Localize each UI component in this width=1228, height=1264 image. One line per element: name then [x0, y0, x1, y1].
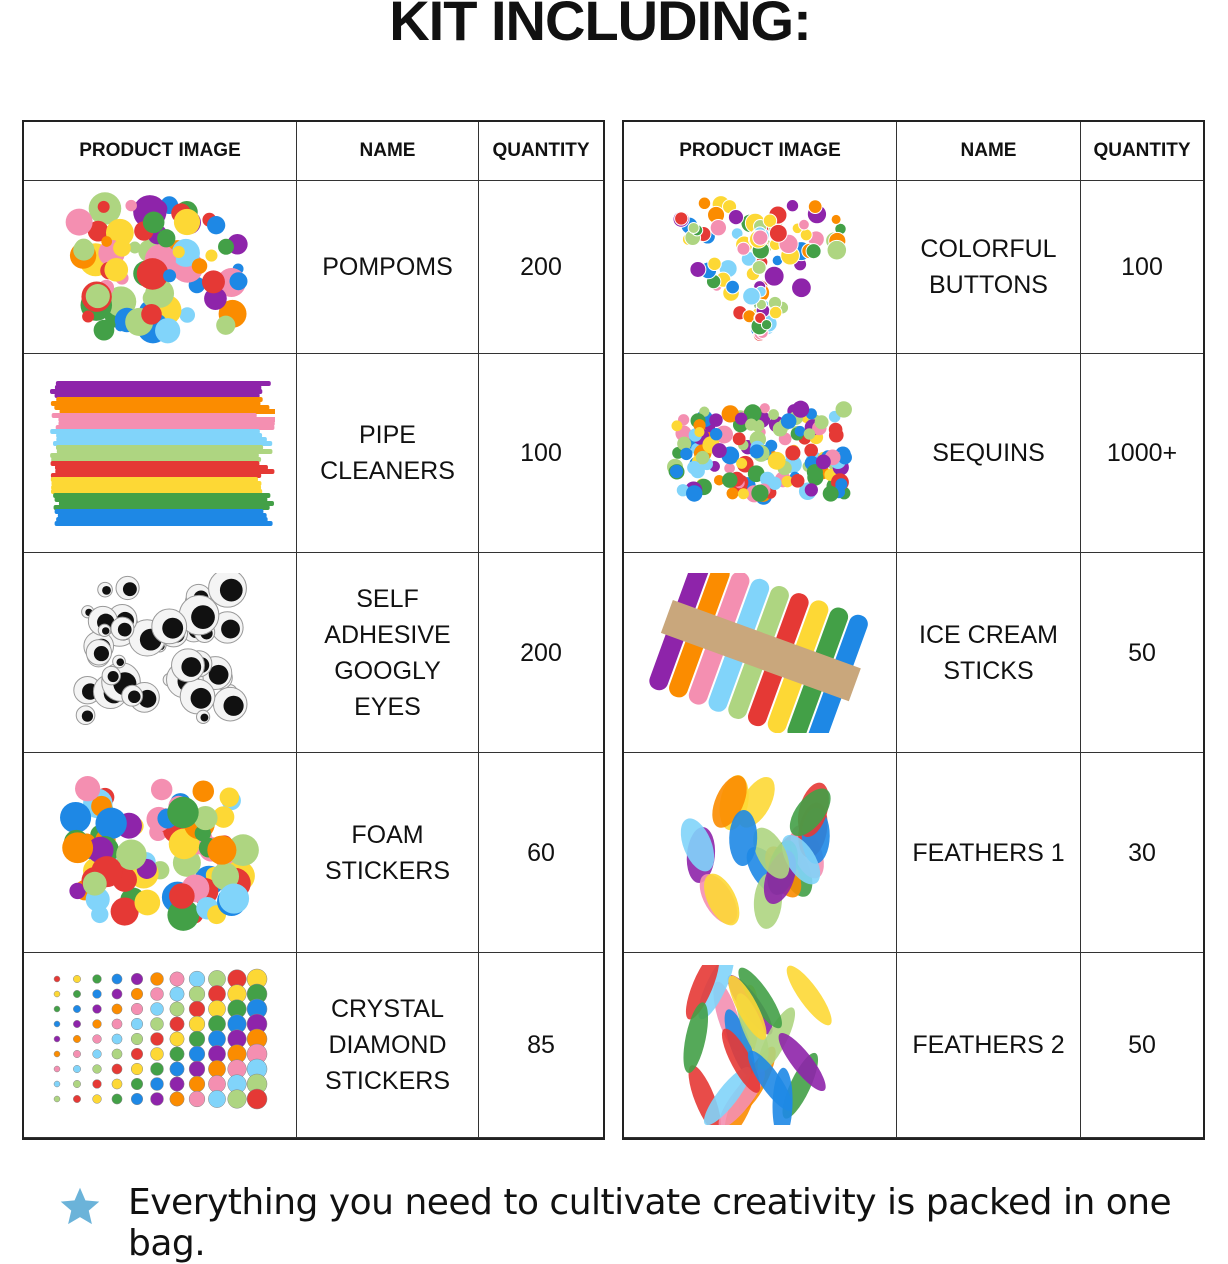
buttons-shape — [728, 210, 743, 225]
product-name: SEQUINS — [897, 354, 1081, 553]
sequins-shape — [785, 445, 800, 460]
pompoms-shape — [174, 209, 200, 235]
googly-eyes-shape — [82, 710, 93, 721]
crystal-stickers-shape — [170, 1002, 184, 1016]
googly-eyes-shape — [108, 671, 119, 682]
crystal-stickers-shape — [54, 1021, 60, 1027]
pipe-cleaners-shape — [55, 521, 273, 526]
sequins-shape — [680, 448, 692, 460]
crystal-stickers-shape — [170, 1062, 184, 1076]
pompoms-shape — [113, 239, 131, 257]
crystal-stickers-shape — [73, 1080, 80, 1087]
googly-eyes-shape — [224, 695, 244, 715]
crystal-stickers-shape — [208, 970, 225, 987]
feathers-image — [645, 773, 875, 933]
crystal-stickers-shape — [73, 1035, 80, 1042]
googly-eyes-shape — [221, 619, 240, 638]
sequins-shape — [694, 427, 704, 437]
pompoms-shape — [143, 212, 165, 234]
crystal-stickers-shape — [131, 1078, 143, 1090]
product-image-cell — [624, 953, 897, 1138]
foam-stickers-shape — [193, 780, 215, 802]
sequins-shape — [738, 488, 749, 499]
ice-cream-sticks-shape — [645, 573, 875, 733]
sequins-shape — [795, 426, 806, 437]
sequins-shape — [815, 415, 829, 429]
crystal-stickers-shape — [151, 1048, 164, 1061]
googly-eyes-shape — [181, 657, 201, 677]
crystal-stickers-shape — [208, 1000, 225, 1017]
crystal-stickers-shape — [189, 1076, 205, 1092]
buttons-shape — [690, 261, 706, 277]
pompoms-shape — [157, 229, 175, 247]
pompoms-shape — [141, 304, 162, 325]
crystal-stickers-shape — [151, 1018, 164, 1031]
product-quantity: 60 — [479, 753, 603, 953]
crystal-stickers-shape — [112, 1079, 122, 1089]
crystal-stickers-shape — [73, 1020, 80, 1027]
buttons-shape — [786, 200, 798, 212]
sequins-shape — [792, 401, 809, 418]
sequins-shape — [736, 458, 747, 469]
pompoms-shape — [86, 284, 110, 308]
buttons-shape — [708, 257, 721, 270]
crystal-stickers-shape — [93, 1020, 102, 1029]
crystal-stickers-shape — [208, 1015, 225, 1032]
crystal-stickers-shape — [170, 1017, 184, 1031]
pompoms-shape — [207, 216, 225, 234]
sequins-shape — [724, 463, 735, 474]
crystal-stickers-shape — [208, 985, 225, 1002]
foam-stickers-shape — [169, 883, 195, 909]
product-image-cell — [24, 553, 297, 753]
crystal-stickers-shape — [189, 1061, 205, 1077]
crystal-stickers-shape — [131, 1063, 143, 1075]
buttons-shape — [761, 320, 771, 330]
sequins-shape — [709, 413, 723, 427]
googly-eyes-image — [45, 573, 275, 733]
product-quantity: 50 — [1081, 953, 1203, 1138]
pompoms-shape — [229, 272, 247, 290]
sequins-shape — [745, 419, 757, 431]
crystal-stickers-shape — [54, 1036, 60, 1042]
buttons-shape — [800, 229, 812, 241]
product-image-cell — [24, 753, 297, 953]
crystal-stickers-shape — [73, 1050, 80, 1057]
crystal-stickers-shape — [93, 1035, 102, 1044]
sequins-shape — [768, 409, 779, 420]
buttons-image — [645, 187, 875, 347]
crystal-stickers-shape — [73, 975, 80, 982]
crystal-stickers-shape — [189, 986, 205, 1002]
sequins-shape — [816, 454, 831, 469]
buttons-shape — [675, 212, 688, 225]
foam-stickers-shape — [95, 807, 126, 838]
pompoms-shape — [125, 200, 136, 211]
crystal-stickers-shape — [73, 1065, 80, 1072]
crystal-stickers-shape — [208, 1090, 225, 1107]
crystal-stickers-shape — [170, 1047, 184, 1061]
crystal-stickers-shape — [131, 1048, 143, 1060]
crystal-stickers-shape — [189, 1031, 205, 1047]
crystal-stickers-shape — [170, 987, 184, 1001]
foam-stickers-shape — [62, 832, 93, 863]
sequins-shape — [727, 487, 739, 499]
crystal-stickers-shape — [112, 974, 122, 984]
product-image-cell — [624, 181, 897, 354]
crystal-stickers-shape — [54, 1096, 60, 1102]
header-name: NAME — [297, 122, 479, 181]
foam-stickers-shape — [167, 796, 198, 827]
product-image-cell — [24, 354, 297, 553]
buttons-shape — [752, 260, 766, 274]
pompoms-shape — [155, 318, 180, 343]
sequins-image — [645, 373, 875, 533]
buttons-shape — [710, 219, 726, 235]
buttons-shape — [698, 197, 710, 209]
crystal-stickers-shape — [131, 1003, 143, 1015]
googly-eyes-shape — [162, 617, 183, 638]
crystal-stickers-shape — [93, 990, 102, 999]
sequins-shape — [829, 428, 844, 443]
foam-stickers-shape — [83, 871, 107, 895]
product-name: SELF ADHESIVE GOOGLY EYES — [297, 553, 479, 753]
googly-eyes-shape — [191, 605, 215, 629]
crystal-stickers-shape — [170, 1092, 184, 1106]
googly-eyes-shape — [94, 646, 109, 661]
crystal-stickers-shape — [247, 1089, 267, 1109]
crystal-stickers-shape — [112, 1094, 122, 1104]
crystal-stickers-shape — [151, 1003, 164, 1016]
sequins-shape — [671, 420, 682, 431]
sequins-shape — [804, 444, 818, 458]
crystal-stickers-shape — [93, 1005, 102, 1014]
crystal-stickers-shape — [208, 1060, 225, 1077]
pompoms-shape — [216, 316, 235, 335]
star-icon — [58, 1186, 102, 1228]
crystal-stickers-shape — [54, 1006, 60, 1012]
foam-stickers-shape — [75, 776, 100, 801]
googly-eyes-shape — [118, 622, 132, 636]
sequins-shape — [686, 485, 702, 501]
header-quantity: QUANTITY — [479, 122, 603, 181]
crystal-stickers-shape — [189, 971, 205, 987]
crystal-stickers-shape — [54, 1081, 60, 1087]
buttons-shape — [737, 242, 750, 255]
crystal-stickers-shape — [170, 1032, 184, 1046]
crystal-stickers-shape — [73, 990, 80, 997]
page-title: KIT INCLUDING: — [389, 0, 811, 52]
product-name: FEATHERS 2 — [897, 953, 1081, 1138]
crystal-stickers-shape — [93, 975, 102, 984]
crystal-stickers-shape — [112, 1019, 122, 1029]
product-image-cell — [24, 181, 297, 354]
sequins-shape — [804, 428, 815, 439]
googly-eyes-shape — [102, 627, 109, 634]
crystal-stickers-shape — [73, 1095, 80, 1102]
product-name: ICE CREAM STICKS — [897, 553, 1081, 753]
crystal-stickers-shape — [189, 1001, 205, 1017]
buttons-shape — [726, 280, 740, 294]
foam-stickers-shape — [220, 787, 240, 807]
sequins-shape — [712, 443, 727, 458]
crystal-stickers-shape — [151, 1093, 164, 1106]
crystal-stickers-shape — [93, 1050, 102, 1059]
crystal-stickers-shape — [54, 1051, 60, 1057]
pompoms-shape — [66, 209, 93, 236]
crystal-stickers-shape — [131, 973, 143, 985]
crystal-stickers-shape — [93, 1095, 102, 1104]
pompoms-shape — [173, 246, 185, 258]
product-quantity: 200 — [479, 181, 603, 354]
crystal-stickers-shape — [112, 1034, 122, 1044]
pompoms-shape — [104, 258, 128, 282]
crystal-stickers-shape — [151, 973, 164, 986]
product-name: FOAM STICKERS — [297, 753, 479, 953]
product-quantity: 100 — [479, 354, 603, 553]
pipe-cleaners-image — [45, 373, 275, 533]
sequins-shape — [687, 461, 701, 475]
feathers-fluffy-image — [645, 965, 875, 1125]
pompoms-shape — [75, 239, 93, 257]
pompoms-shape — [179, 307, 195, 323]
sequins-shape — [722, 472, 738, 488]
header-name: NAME — [897, 122, 1081, 181]
crystal-stickers-shape — [131, 1033, 143, 1045]
googly-eyes-shape — [123, 582, 137, 596]
sequins-shape — [836, 401, 852, 417]
product-quantity: 50 — [1081, 553, 1203, 753]
googly-eyes-shape — [116, 658, 124, 666]
sequins-shape — [791, 474, 805, 488]
buttons-shape — [743, 287, 761, 305]
crystal-stickers-shape — [131, 988, 143, 1000]
buttons-shape — [831, 214, 841, 224]
pompoms-shape — [205, 250, 217, 262]
buttons-shape — [764, 266, 784, 286]
product-name: CRYSTAL DIAMOND STICKERS — [297, 953, 479, 1138]
pompoms-shape — [163, 269, 176, 282]
crystal-stickers-shape — [93, 1065, 102, 1074]
product-name: COLORFUL BUTTONS — [897, 181, 1081, 354]
buttons-shape — [806, 244, 821, 259]
crystal-stickers-shape — [73, 1005, 80, 1012]
crystal-stickers-shape — [93, 1080, 102, 1089]
pompoms-shape — [192, 258, 208, 274]
crystal-stickers-shape — [151, 988, 164, 1001]
crystal-stickers-shape — [151, 1033, 164, 1046]
crystal-stickers-shape — [228, 1090, 247, 1109]
buttons-shape — [827, 240, 847, 260]
product-quantity: 85 — [479, 953, 603, 1138]
sequins-shape — [768, 452, 786, 470]
pompoms-shape — [98, 201, 110, 213]
pompoms-shape — [202, 270, 225, 293]
googly-eyes-shape — [191, 687, 212, 708]
crystal-stickers-shape — [151, 1063, 164, 1076]
googly-eyes-shape — [102, 585, 111, 594]
pompoms-shape — [82, 311, 94, 323]
sequins-shape — [768, 477, 781, 490]
sequins-shape — [750, 444, 764, 458]
product-name: PIPE CLEANERS — [297, 354, 479, 553]
kit-table-left — [22, 120, 605, 1140]
product-image-cell — [624, 553, 897, 753]
header-product-image: PRODUCT IMAGE — [24, 122, 297, 181]
sequins-shape — [751, 485, 768, 502]
product-image-cell — [624, 354, 897, 553]
sequins-shape — [805, 483, 818, 496]
crystal-stickers-shape — [54, 976, 60, 982]
sequins-shape — [670, 465, 683, 478]
googly-eyes-shape — [128, 690, 141, 703]
crystal-stickers-shape — [170, 1077, 184, 1091]
crystal-stickers-shape — [131, 1018, 143, 1030]
foam-stickers-shape — [60, 801, 91, 832]
crystal-stickers-shape — [112, 1064, 122, 1074]
foam-stickers-shape — [134, 889, 160, 915]
sequins-shape — [733, 432, 746, 445]
crystal-stickers-shape — [170, 972, 184, 986]
crystal-stickers-shape — [54, 1066, 60, 1072]
foam-stickers-shape — [219, 883, 249, 913]
crystal-stickers-image — [45, 965, 275, 1125]
ice-cream-sticks-image — [645, 573, 875, 733]
product-quantity: 30 — [1081, 753, 1203, 953]
product-image-cell — [624, 753, 897, 953]
sequins-shape — [710, 428, 722, 440]
sequins-shape — [823, 486, 839, 502]
buttons-shape — [792, 278, 812, 298]
buttons-shape — [799, 219, 810, 230]
crystal-stickers-shape — [189, 1046, 205, 1062]
product-quantity: 1000+ — [1081, 354, 1203, 553]
foam-stickers-shape — [151, 778, 172, 799]
pompoms-shape — [101, 236, 112, 247]
crystal-stickers-shape — [54, 991, 60, 997]
sequins-shape — [781, 413, 797, 429]
footer-tagline: Everything you need to cultivate creativity is packed in one bag. — [128, 1182, 1172, 1264]
crystal-stickers-shape — [112, 1049, 122, 1059]
header-quantity: QUANTITY — [1081, 122, 1203, 181]
buttons-shape — [688, 222, 699, 233]
product-name: FEATHERS 1 — [897, 753, 1081, 953]
foam-stickers-shape — [207, 835, 236, 864]
crystal-stickers-shape — [208, 1045, 225, 1062]
crystal-stickers-shape — [112, 989, 122, 999]
buttons-shape — [769, 224, 787, 242]
product-quantity: 200 — [479, 553, 603, 753]
crystal-stickers-shape — [131, 1093, 143, 1105]
buttons-shape — [753, 230, 768, 245]
header-product-image: PRODUCT IMAGE — [624, 122, 897, 181]
buttons-shape — [769, 306, 782, 319]
buttons-shape — [808, 200, 822, 214]
pompoms-shape — [218, 239, 234, 255]
crystal-stickers-shape — [112, 1004, 122, 1014]
crystal-stickers-shape — [208, 1030, 225, 1047]
product-quantity: 100 — [1081, 181, 1203, 354]
crystal-stickers-shape — [189, 1016, 205, 1032]
kit-table-right — [622, 120, 1205, 1140]
crystal-stickers-shape — [208, 1075, 225, 1092]
sequins-shape — [835, 478, 847, 490]
product-image-cell — [24, 953, 297, 1138]
pompoms-image — [45, 187, 275, 347]
googly-eyes-shape — [220, 578, 243, 601]
product-name: POMPOMS — [297, 181, 479, 354]
crystal-stickers-shape — [151, 1078, 164, 1091]
foam-stickers-shape — [111, 897, 139, 925]
googly-eyes-shape — [200, 713, 208, 721]
crystal-stickers-shape — [189, 1091, 205, 1107]
foam-stickers-image — [45, 773, 275, 933]
